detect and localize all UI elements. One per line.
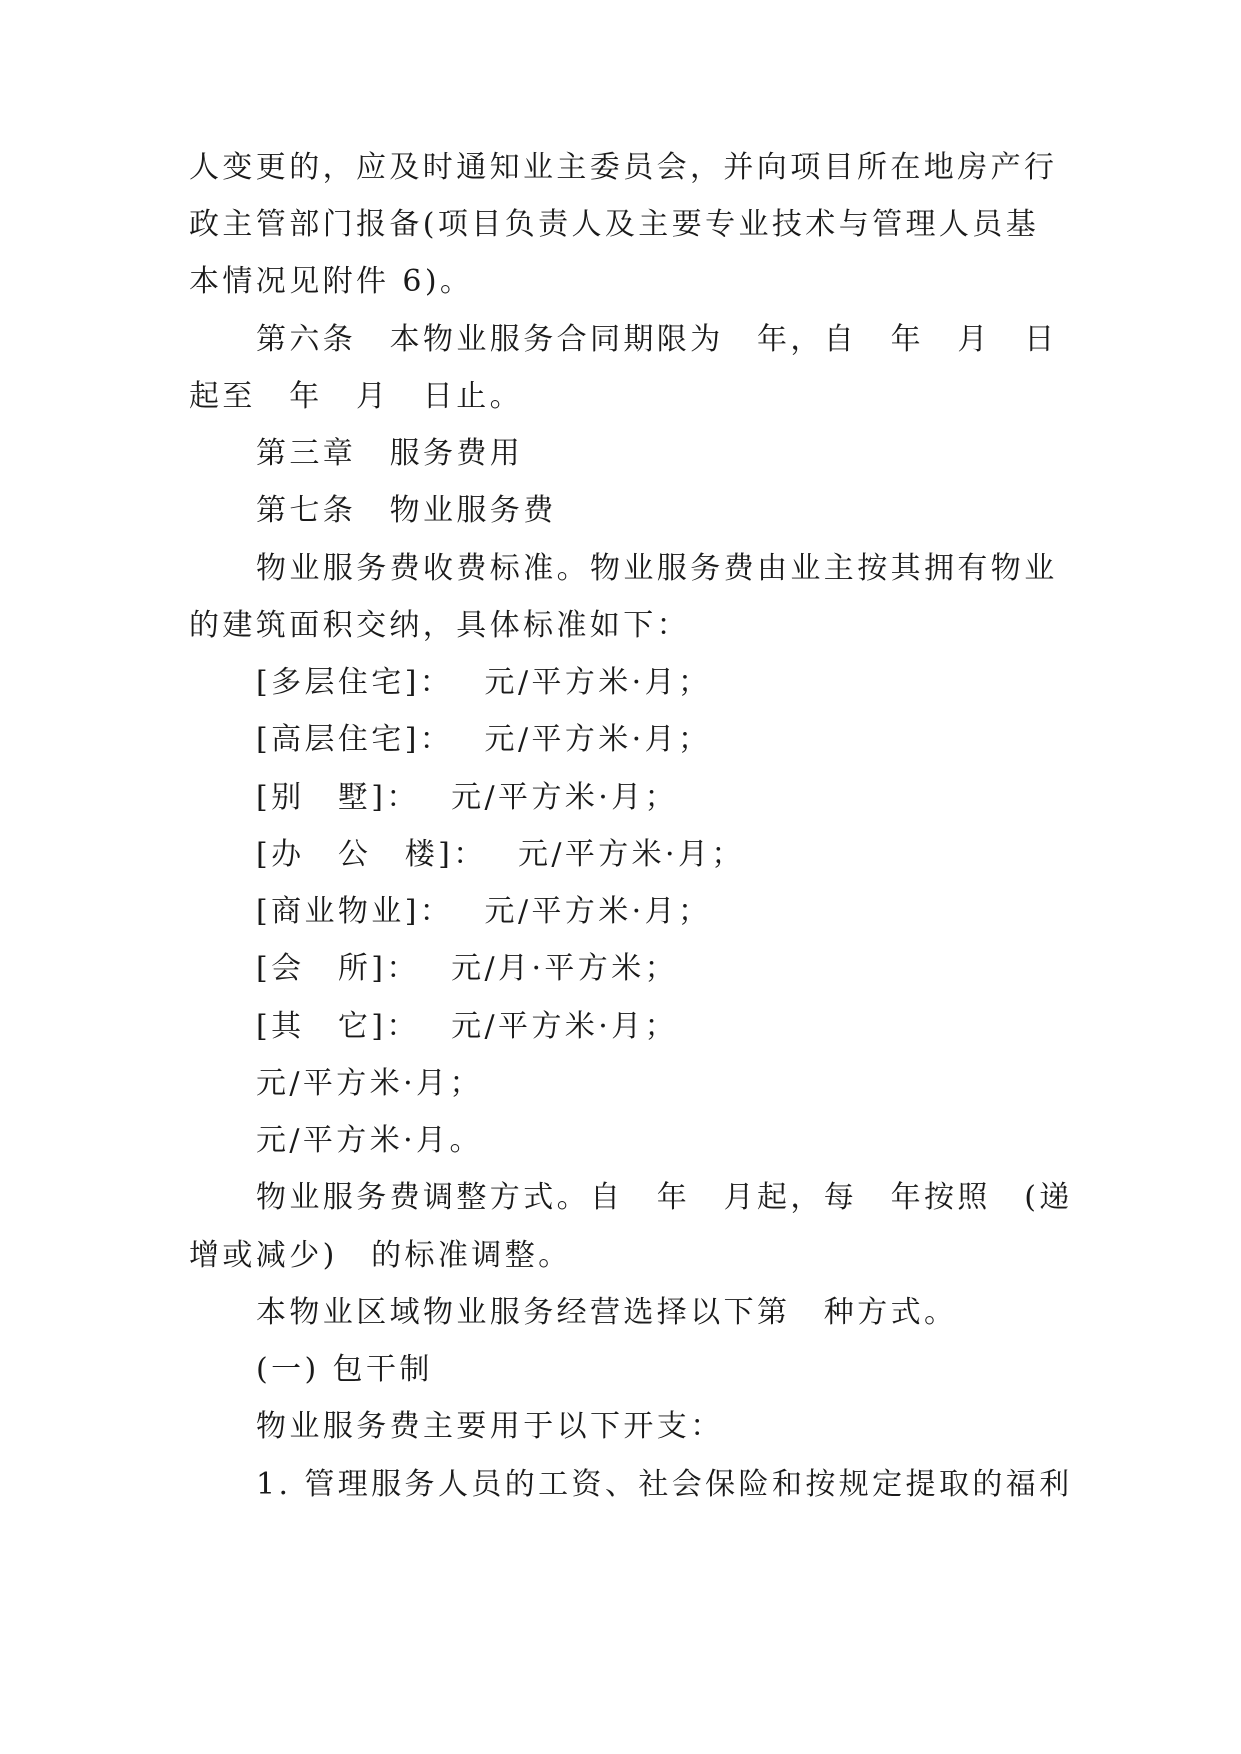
paragraph-line: 的建筑面积交纳，具体标准如下： xyxy=(189,608,690,643)
paragraph-line: 增或减少) 的标准调整。 xyxy=(189,1238,572,1273)
paragraph-line: 物业服务费收费标准。物业服务费由业主按其拥有物业 xyxy=(256,551,1058,586)
article-6-line: 第六条 本物业服务合同期限为 年，自 年 月 日 xyxy=(256,322,1058,357)
fee-item-commercial: [商业物业]： 元/平方米·月； xyxy=(256,894,712,929)
paragraph-line: 本情况见附件 6)。 xyxy=(189,264,474,299)
paragraph-line: 人变更的，应及时通知业主委员会，并向项目所在地房产行 xyxy=(189,150,1058,185)
paragraph-line: 物业服务费主要用于以下开支： xyxy=(256,1409,724,1444)
paragraph-line: 政主管部门报备(项目负责人及主要专业技术与管理人员基 xyxy=(189,207,1040,242)
fee-item-villa: [别 墅]： 元/平方米·月； xyxy=(256,780,678,815)
fee-item-clubhouse: [会 所]： 元/月·平方米； xyxy=(256,951,678,986)
fee-item-highrise: [高层住宅]： 元/平方米·月； xyxy=(256,722,712,757)
section-heading: (一) 包干制 xyxy=(256,1352,433,1387)
fee-item-line: 元/平方米·月； xyxy=(256,1066,483,1101)
list-item: 1. 管理服务人员的工资、社会保险和按规定提取的福利 xyxy=(256,1467,1073,1502)
article-7-heading: 第七条 物业服务费 xyxy=(256,493,557,528)
paragraph-line: 本物业区域物业服务经营选择以下第 种方式。 xyxy=(256,1295,958,1330)
fee-item-office: [办 公 楼]： 元/平方米·月； xyxy=(256,837,745,872)
fee-item-multistory: [多层住宅]： 元/平方米·月； xyxy=(256,665,712,700)
paragraph-line: 起至 年 月 日止。 xyxy=(189,379,523,414)
chapter-3-heading: 第三章 服务费用 xyxy=(256,436,524,471)
paragraph-line: 物业服务费调整方式。自 年 月起，每 年按照 (递 xyxy=(256,1180,1073,1215)
fee-item-line: 元/平方米·月。 xyxy=(256,1123,483,1158)
fee-item-other: [其 它]： 元/平方米·月； xyxy=(256,1009,678,1044)
